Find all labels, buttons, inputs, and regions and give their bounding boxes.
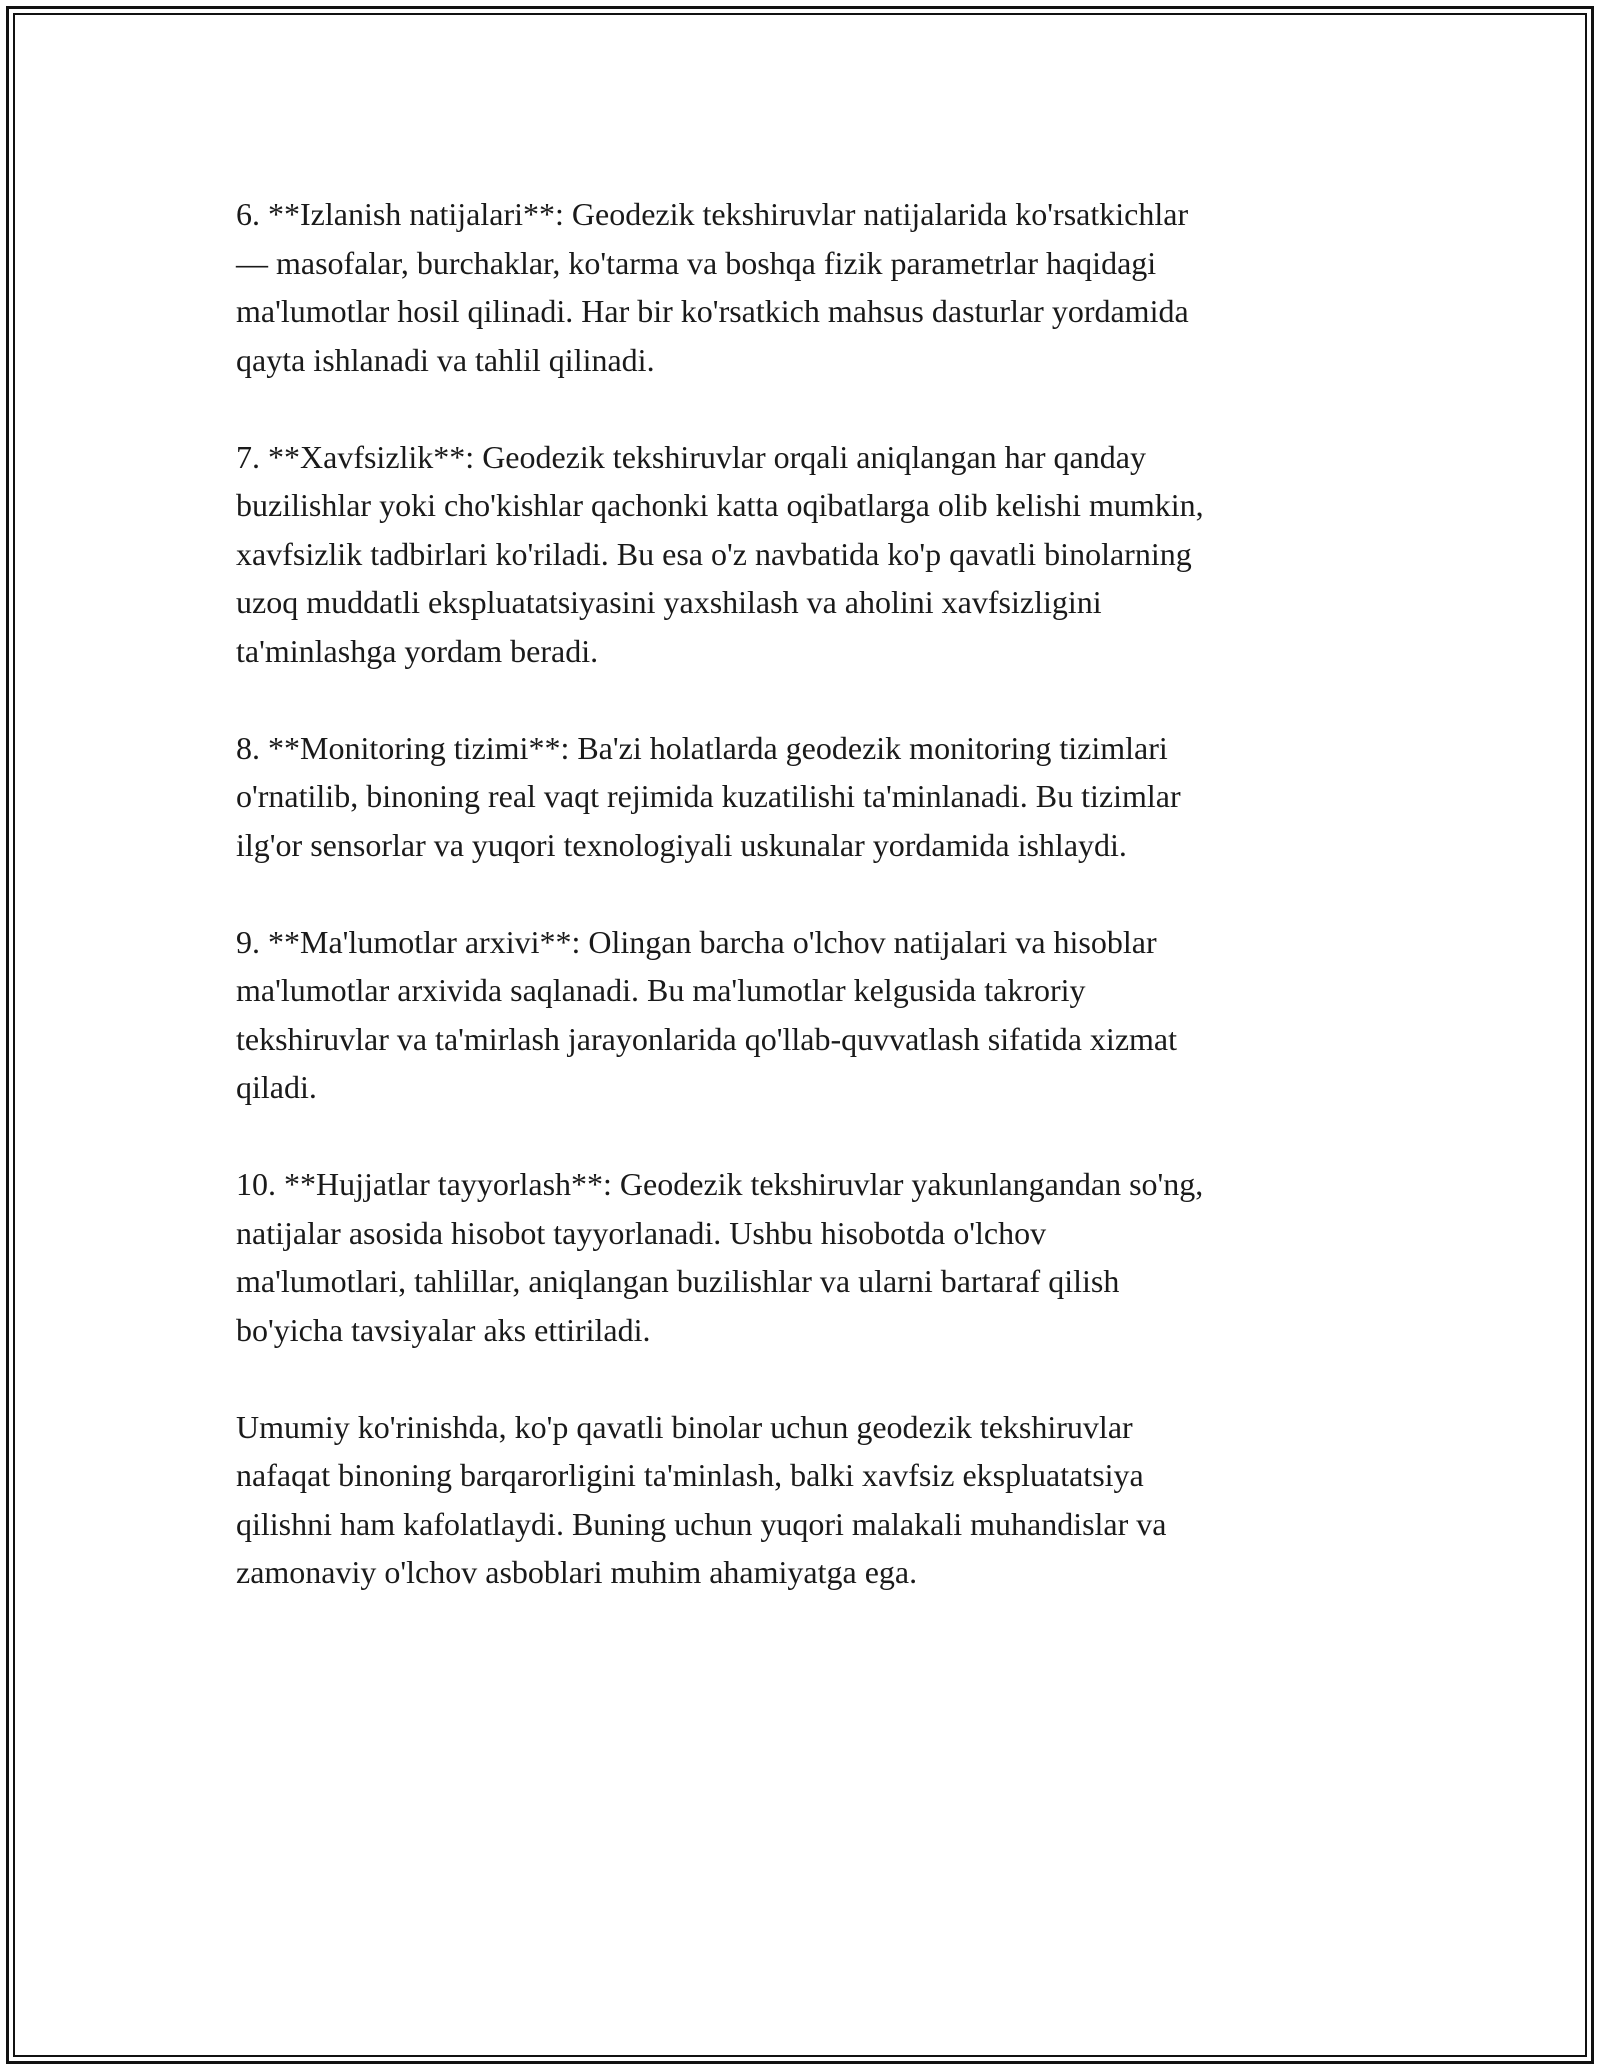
document-body xyxy=(236,190,1366,1645)
paragraph-item-8: 8. **Monitoring tizimi**: Ba'zi holatlarda geodezik monitoring tizimlari o'rnatilib, binoning real vaqt rejimida kuzatilishi ta'minlanadi. Bu tizimlar ilg'or sensorlar va yuqori texnologiyali uskunalar yordamida ishlaydi. xyxy=(236,729,1181,863)
paragraph-item-10: 10. **Hujjatlar tayyorlash**: Geodezik tekshiruvlar yakunlangandan so'ng, natijalar asosida hisobot tayyorlanadi. Ushbu hisobotda o'lchov ma'lumotlari, tahlillar, aniqlangan buzilishlar va ularni bartaraf qilish bo'yicha tavsiyalar aks ettiriladi. xyxy=(236,1166,1204,1348)
paragraph-item-6: 6. **Izlanish natijalari**: Geodezik tekshiruvlar natijalarida ko'rsatkichlar — masofalar, burchaklar, ko'tarma va boshqa fizik parametrlar haqidagi ma'lumotlar hosil qilinadi. Har bir ko'rsatkich mahsus dasturlar yordamida qayta ishlanadi va tahlil qilinadi. xyxy=(236,196,1189,378)
paragraph-item-7: 7. **Xavfsizlik**: Geodezik tekshiruvlar orqali aniqlangan har qanday buzilishlar yoki cho'kishlar qachonki katta oqibatlarga olib kelishi mumkin, xavfsizlik tadbirlari ko'riladi. Bu esa o'z navbatida ko'p qavatli binolarning uzoq muddatli ekspluatatsiyasini yaxshilash va aholini xavfsizligini ta'minlashga yordam beradi. xyxy=(236,438,1204,669)
paragraph-conclusion: Umumiy ko'rinishda, ko'p qavatli binolar uchun geodezik tekshiruvlar nafaqat binoning barqarorligini ta'minlash, balki xavfsiz ekspluatatsiya qilishni ham kafolatlaydi. Buning uchun yuqori malakali muhandislar va zamonaviy o'lchov asboblari muhim ahamiyatga ega. xyxy=(236,1408,1167,1590)
paragraph-item-9: 9. **Ma'lumotlar arxivi**: Olingan barcha o'lchov natijalari va hisoblar ma'lumotlar arxivida saqlanadi. Bu ma'lumotlar kelgusida takroriy tekshiruvlar va ta'mirlash jarayonlarida qo'llab-quvvatlash sifatida xizmat qiladi. xyxy=(236,923,1177,1105)
